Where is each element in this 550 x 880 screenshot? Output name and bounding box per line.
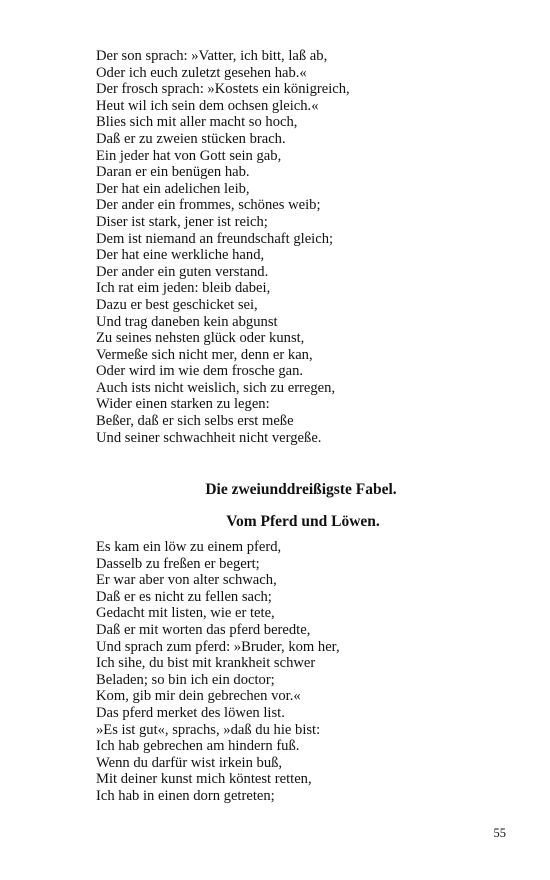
- poem-line: Und seiner schwachheit nicht vergeße.: [96, 429, 322, 446]
- poem-stanza-second: [96, 539, 496, 805]
- fable-subtitle: Vom Pferd und Löwen.: [226, 513, 380, 530]
- poem-line: Zu seines nehsten glück oder kunst,: [96, 330, 305, 347]
- poem-line: Ich sihe, du bist mit krankheit schwer: [96, 655, 316, 672]
- poem-line: Ich hab gebrechen am hindern fuß.: [96, 738, 300, 755]
- poem-line: Wider einen starken zu legen:: [96, 396, 270, 413]
- poem-line: Dasselb zu freßen er begert;: [96, 555, 260, 572]
- poem-line: Oder wird im wie dem frosche gan.: [96, 363, 304, 380]
- poem-line: Ein jeder hat von Gott sein gab,: [96, 147, 282, 164]
- poem-line: Heut wil ich sein dem ochsen gleich.«: [96, 97, 319, 114]
- poem-line: Mit deiner kunst mich köntest retten,: [96, 771, 312, 788]
- poem-line: Auch ists nicht weislich, sich zu erregen,: [96, 379, 336, 396]
- poem-line: Und sprach zum pferd: »Bruder, kom her,: [96, 638, 340, 655]
- poem-line: Wenn du darfür wist irkein buß,: [96, 754, 283, 771]
- poem-line: Blies sich mit aller macht so hoch,: [96, 114, 298, 131]
- poem-line: Der son sprach: »Vatter, ich bitt, laß ab,: [96, 48, 328, 64]
- poem-line: Ich hab in einen dorn getreten;: [96, 787, 275, 804]
- poem-line: Daß er es nicht zu fellen sach;: [96, 588, 272, 605]
- poem-line: Dem ist niemand an freundschaft gleich;: [96, 230, 334, 247]
- poem-line: Daran er ein benügen hab.: [96, 164, 250, 181]
- poem-stanza-first: [96, 48, 496, 446]
- poem-line: Und trag daneben kein abgunst: [96, 313, 278, 330]
- poem-line: »Es ist gut«, sprachs, »daß du hie bist:: [96, 721, 321, 738]
- poem-line: Daß er zu zweien stücken brach.: [96, 130, 286, 147]
- poem-line: Kom, gib mir dein gebrechen vor.«: [96, 688, 301, 705]
- poem-line: Der ander ein guten verstand.: [96, 263, 269, 280]
- poem-line: Daß er mit worten das pferd beredte,: [96, 621, 311, 638]
- poem-line: Oder ich euch zuletzt gesehen hab.«: [96, 64, 307, 81]
- poem-line: Diser ist stark, jener ist reich;: [96, 213, 268, 230]
- poem-line: Der frosch sprach: »Kostets ein königreich,: [96, 81, 350, 98]
- poem-line: Dazu er best geschicket sei,: [96, 296, 258, 313]
- poem-line: Es kam ein löw zu einem pferd,: [96, 539, 282, 555]
- poem-line: Der hat eine werkliche hand,: [96, 247, 265, 264]
- page-number: 55: [493, 826, 506, 840]
- poem-line: Vermeße sich nicht mer, denn er kan,: [96, 346, 313, 363]
- poem-line: Gedacht mit listen, wie er tete,: [96, 605, 275, 622]
- poem-line: Ich rat eim jeden: bleib dabei,: [96, 280, 271, 297]
- poem-line: Der ander ein frommes, schönes weib;: [96, 197, 321, 214]
- poem-line: Das pferd merket des löwen list.: [96, 704, 285, 721]
- poem-line: Er war aber von alter schwach,: [96, 572, 277, 589]
- poem-line: Der hat ein adelichen leib,: [96, 180, 250, 197]
- fable-title: Die zweiunddreißigste Fabel.: [205, 481, 397, 498]
- poem-line: Beladen; so bin ich ein doctor;: [96, 671, 275, 688]
- poem-line: Beßer, daß er sich selbs erst meße: [96, 413, 294, 430]
